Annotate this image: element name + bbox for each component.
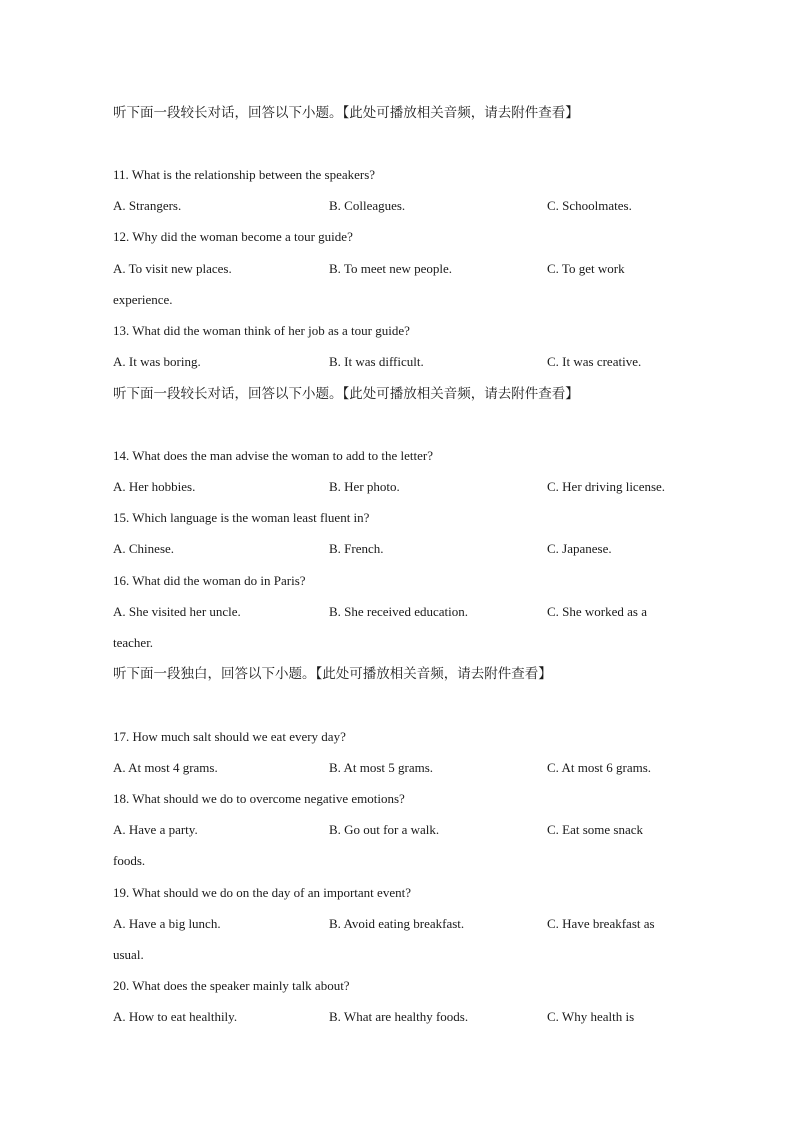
question-stem-17: 17. How much salt should we eat every day? [113,729,346,744]
question-stem-14: 14. What does the man advise the woman to add to the letter? [113,448,433,463]
question-stem-18: 18. What should we do to overcome negative emotions? [113,791,405,806]
question-stem-13: 13. What did the woman think of her job as a tour guide? [113,323,410,338]
option-a: A. Her hobbies. [113,479,196,494]
question-stem-16: 16. What did the woman do in Paris? [113,573,306,588]
option-b: B. It was difficult. [329,354,424,369]
option-a: A. Have a party. [113,822,198,837]
option-b: B. To meet new people. [329,261,453,276]
option-a: A. It was boring. [113,354,201,369]
option-a: A. At most 4 grams. [113,760,218,775]
option-a: A. Strangers. [113,198,182,213]
option-c-continuation-16: teacher. [113,635,154,650]
option-a: A. She visited her uncle. [113,604,241,619]
question-stem-20: 20. What does the speaker mainly talk about? [113,978,350,993]
option-c: C. Eat some snack [547,822,644,837]
section-instruction-3: 听下面一段独白，回答以下小题。【此处可播放相关音频，请去附件查看】 [113,666,552,682]
section-instruction-1: 听下面一段较长对话，回答以下小题。【此处可播放相关音频，请去附件查看】 [113,105,579,121]
option-a: A. To visit new places. [113,261,232,276]
option-c-continuation-12: experience. [113,292,173,307]
option-b: B. At most 5 grams. [329,760,434,775]
option-c: C. Schoolmates. [547,198,632,213]
option-c-continuation-18: foods. [113,853,146,868]
option-c: C. At most 6 grams. [547,760,652,775]
question-stem-12: 12. Why did the woman become a tour guide? [113,229,353,244]
question-stem-11: 11. What is the relationship between the speakers? [113,167,376,182]
option-c: C. Her driving license. [547,479,666,494]
option-b: B. Go out for a walk. [329,822,440,837]
question-stem-15: 15. Which language is the woman least fluent in? [113,510,370,525]
option-a: A. Chinese. [113,541,175,556]
option-a: A. How to eat healthily. [113,1009,238,1024]
option-b: B. Colleagues. [329,198,406,213]
option-b: B. She received education. [329,604,468,619]
option-c-continuation-19: usual. [113,947,144,962]
option-a: A. Have a big lunch. [113,916,221,931]
option-c: C. She worked as a [547,604,648,619]
option-b: B. What are healthy foods. [329,1009,469,1024]
option-b: B. French. [329,541,384,556]
option-b: B. Avoid eating breakfast. [329,916,465,931]
option-c: C. It was creative. [547,354,642,369]
option-c: C. Why health is [547,1009,635,1024]
option-c: C. Japanese. [547,541,612,556]
question-stem-19: 19. What should we do on the day of an important event? [113,885,411,900]
option-c: C. To get work [547,261,625,276]
option-c: C. Have breakfast as [547,916,655,931]
section-instruction-2: 听下面一段较长对话，回答以下小题。【此处可播放相关音频，请去附件查看】 [113,386,579,402]
option-b: B. Her photo. [329,479,400,494]
